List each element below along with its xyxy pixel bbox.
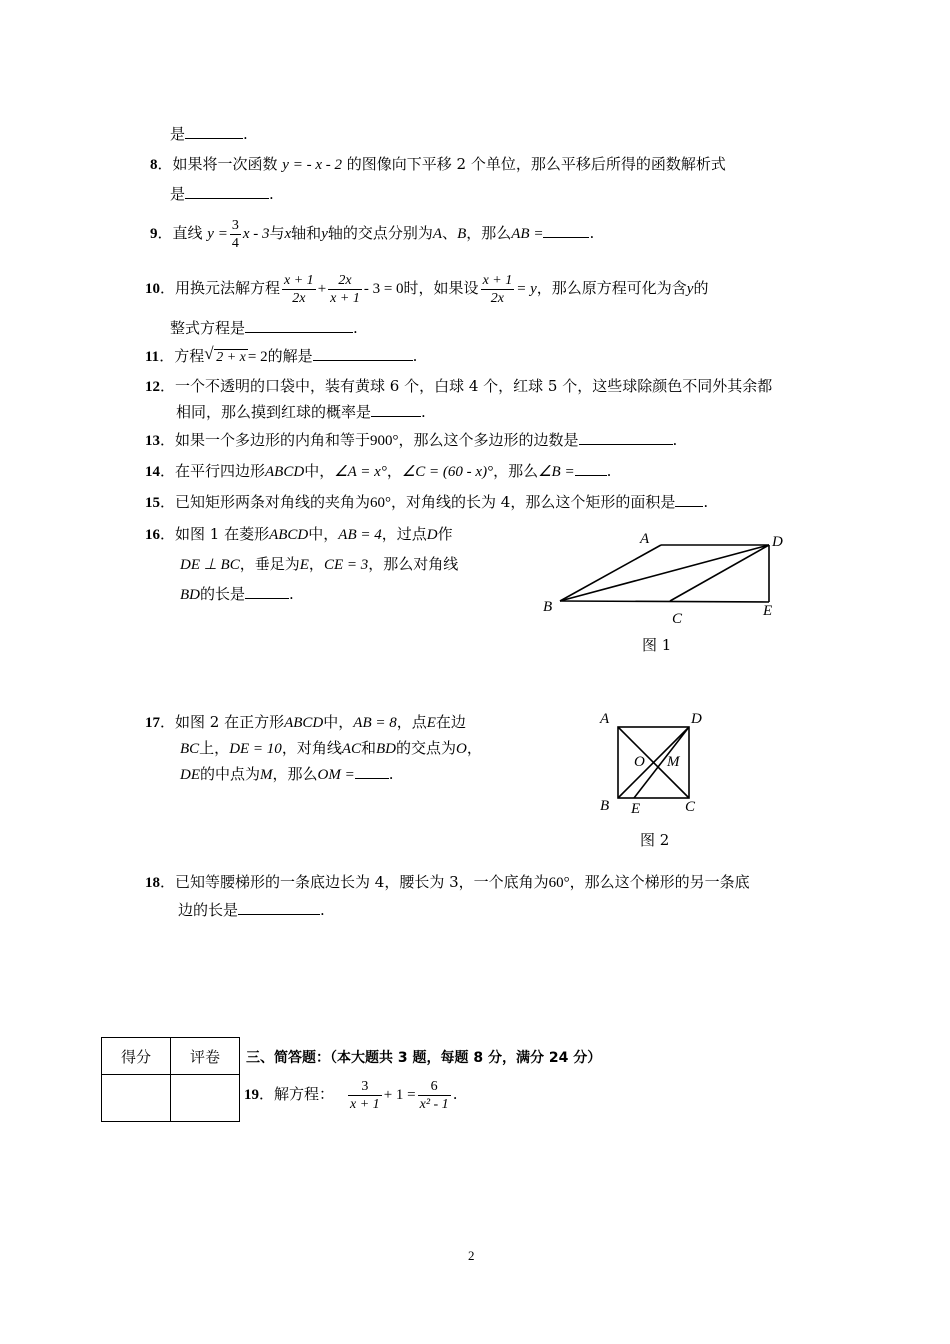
q19-end: .: [452, 1085, 458, 1103]
q19-f1-den: x + 1: [350, 1096, 380, 1112]
q9-text5: ，那么: [466, 224, 512, 242]
q15-answer-blank[interactable]: [675, 492, 703, 507]
q16-number: 16: [145, 527, 160, 543]
q8-text: ．如果将一次函数: [157, 155, 278, 173]
q13-answer-blank[interactable]: [579, 430, 673, 445]
question-8-line2: [170, 184, 274, 204]
q8-number: 8: [150, 157, 158, 173]
q16-text5: ，垂足为: [239, 555, 300, 573]
q16-d: D: [426, 527, 438, 543]
q10-f2-den: x + 1: [330, 290, 360, 306]
q10-text: ．用换元法解方程: [160, 279, 281, 297]
q16-text3: ，过点: [381, 525, 427, 543]
q7-tail: [170, 124, 248, 144]
q10-plus: +: [317, 281, 327, 297]
figure-1-rhombus: [530, 525, 800, 630]
question-17: [145, 712, 466, 733]
q17-de2: DE: [180, 767, 200, 783]
fig2-label-d: D: [691, 711, 702, 727]
q17-text8: 的交点为: [396, 739, 457, 757]
question-16-line3: [180, 584, 294, 605]
q17-text4: 在边: [435, 713, 466, 731]
fig2-label-b: B: [600, 798, 610, 814]
q16-end: .: [289, 585, 294, 603]
fig1-label-b: B: [543, 599, 553, 615]
fig1-edge-ab: [560, 545, 661, 601]
q16-e: E: [299, 557, 309, 573]
q13-text2: ，那么这个多边形的边数是: [398, 431, 579, 449]
score-header: 得分: [102, 1038, 171, 1075]
q14-text: ．在平行四边形: [160, 462, 266, 480]
q9-answer-blank[interactable]: [543, 223, 589, 238]
sqrt-symbol-icon: √: [204, 344, 214, 363]
q18-line1: ．已知等腰梯形的一条底边长为 4，腰长为 3，一个底角为: [160, 873, 549, 891]
q9-sep: 、: [442, 224, 458, 242]
grader-cell[interactable]: [171, 1075, 240, 1122]
q17-text11: ，那么: [272, 765, 318, 783]
q14-angle-c: ∠C = (60 - x)°: [401, 464, 494, 480]
q18-degree: 60°: [548, 875, 570, 891]
q10-text3: ，那么原方程可化为含: [536, 279, 687, 297]
q19-f1-num: 3: [348, 1078, 382, 1096]
q14-angle-b: ∠B =: [538, 464, 575, 480]
q15-text2: ，对角线的长为 4，那么这个矩形的面积是: [391, 493, 676, 511]
q11-sqrt: [204, 344, 248, 368]
q16-text2: 中，: [308, 525, 339, 543]
q10-number: 10: [145, 281, 160, 297]
q10-text4: 的: [693, 279, 709, 297]
q9-end: .: [589, 224, 595, 242]
q16-text8: 的长是: [200, 585, 246, 603]
question-15: [145, 492, 708, 513]
q7-answer-blank[interactable]: [185, 124, 243, 139]
q18-line2: 边的长是: [178, 901, 239, 919]
q17-text: ．如图 2 在正方形: [160, 713, 285, 731]
q11-answer-blank[interactable]: [313, 346, 413, 361]
question-16: [145, 524, 453, 545]
q18-number: 18: [145, 875, 160, 891]
q17-text9: ，: [466, 739, 482, 757]
fig1-edge-dc: [670, 545, 769, 601]
q17-text3: ，点: [396, 713, 427, 731]
q10-fraction-1: [282, 272, 316, 307]
q10-f1-num: x + 1: [284, 272, 314, 288]
q16-text: ．如图 1 在菱形: [160, 525, 270, 543]
q16-ab: AB = 4: [338, 527, 382, 543]
q17-ab: AB = 8: [353, 715, 397, 731]
q14-sep: ，: [386, 462, 402, 480]
question-10: [145, 268, 708, 309]
q17-bd: BD: [376, 741, 397, 757]
fig2-label-c: C: [685, 799, 696, 815]
q9-frac-den: 4: [231, 235, 239, 251]
figure-1-caption: 图 1: [642, 636, 672, 654]
q16-ce: CE = 3: [323, 557, 369, 573]
question-8: [150, 154, 726, 175]
question-11: [145, 346, 417, 368]
q18-answer-blank[interactable]: [238, 900, 320, 915]
q16-text6: ，: [308, 555, 324, 573]
q9-x-axis: x: [284, 226, 292, 242]
question-16-line2: [180, 554, 458, 575]
q9-text3: 轴和: [291, 224, 322, 242]
q12-end: .: [421, 403, 426, 421]
q12-line2: 相同，那么摸到红球的概率是: [176, 403, 372, 421]
q9-frac-num: 3: [231, 217, 239, 233]
q9-rest: x - 3: [242, 226, 270, 242]
q10-fraction-2: [328, 272, 362, 307]
q11-end: .: [412, 347, 418, 365]
score-table: [101, 1037, 240, 1122]
q7-end: .: [243, 125, 248, 143]
q11-text2: 的解是: [267, 347, 313, 365]
figure-2-caption: 图 2: [640, 831, 670, 849]
question-9: [150, 214, 594, 253]
fig2-label-e: E: [631, 801, 641, 817]
q13-degree: 900°: [370, 433, 399, 449]
fig1-label-d: D: [772, 534, 783, 550]
q11-text: ．方程: [159, 347, 205, 365]
q10-f2-num: 2x: [328, 272, 362, 290]
q19-fraction-1: [348, 1078, 382, 1113]
q8-line2-text: 是: [170, 185, 186, 203]
q17-m: M: [260, 767, 273, 783]
page-number: 2: [468, 1248, 475, 1263]
q10-rest: - 3 = 0: [363, 281, 404, 297]
q10-eq-y: = y: [516, 281, 537, 297]
q12-number: 12: [145, 379, 160, 395]
q19-f2-num: 6: [418, 1078, 451, 1096]
q17-text7: 和: [361, 739, 377, 757]
q17-ac: AC: [341, 741, 361, 757]
q17-number: 17: [145, 715, 160, 731]
q17-text5: 上，: [199, 739, 230, 757]
q9-text4: 轴的交点分别为: [327, 224, 433, 242]
q14-number: 14: [145, 464, 160, 480]
q11-eq: = 2: [247, 349, 268, 365]
q15-text: ．已知矩形两条对角线的夹角为: [160, 493, 371, 511]
fig2-label-m: M: [667, 754, 680, 770]
fig1-diagonal-bd: [560, 545, 769, 601]
q19-f2-den: x² - 1: [419, 1096, 449, 1112]
question-12: [145, 376, 772, 397]
fig1-label-e: E: [763, 603, 773, 619]
question-13: [145, 430, 677, 451]
q9-text: ．直线: [157, 224, 203, 242]
q18-end: .: [320, 901, 325, 919]
q16-bd: BD: [180, 587, 200, 603]
q16-de: DE ⊥ BC: [180, 557, 240, 573]
question-12-line2: [176, 402, 426, 422]
q12-line1: ．一个不透明的口袋中，装有黄球 6 个，白球 4 个，红球 5 个，这些球除颜色不同外其余都: [160, 377, 773, 395]
q13-number: 13: [145, 433, 160, 449]
q15-end: .: [703, 493, 709, 511]
q18-line1b: ，那么这个梯形的另一条底: [569, 873, 750, 891]
q13-end: .: [672, 431, 678, 449]
q17-o: O: [456, 741, 467, 757]
q11-radicand: 2 + x: [216, 350, 246, 365]
question-19: [244, 1072, 457, 1117]
q9-y: y =: [207, 226, 228, 242]
q19-number: 19: [244, 1087, 259, 1103]
q15-degree: 60°: [370, 495, 392, 511]
q17-de: DE = 10: [229, 741, 282, 757]
q16-text7: ，那么对角线: [368, 555, 459, 573]
fig2-label-a: A: [600, 711, 610, 727]
q9-text2: 与: [269, 224, 285, 242]
question-18-line2: [178, 900, 325, 920]
fig2-label-o: O: [634, 754, 645, 770]
q10-fraction-3: [481, 272, 515, 307]
q15-number: 15: [145, 495, 160, 511]
q16-text4: 作: [437, 525, 453, 543]
q14-answer-blank[interactable]: [575, 461, 607, 476]
figure-2-square: [590, 705, 715, 820]
q17-bc: BC: [180, 741, 200, 757]
section-3-title: 三、简答题：（本大题共 3 题，每题 8 分，满分 24 分）: [246, 1050, 602, 1066]
q10-y-var: y: [686, 281, 694, 297]
q10-f3-num: x + 1: [482, 272, 513, 288]
q9-number: 9: [150, 226, 158, 242]
q9-ab: AB =: [511, 226, 544, 242]
q17-text6: ，对角线: [281, 739, 342, 757]
q16-abcd: ABCD: [269, 527, 309, 543]
q17-e: E: [426, 715, 436, 731]
q8-end: .: [269, 185, 274, 203]
q10-end: .: [353, 319, 358, 337]
q7-tail-text: 是: [170, 125, 186, 143]
q10-f1-den: 2x: [292, 290, 306, 306]
q9-point-a: A: [432, 226, 443, 242]
q11-number: 11: [145, 349, 160, 365]
q14-text2: 中，: [304, 462, 335, 480]
question-10-line2: [170, 318, 358, 338]
q12-answer-blank[interactable]: [371, 402, 421, 417]
q13-text: ．如果一个多边形的内角和等于: [160, 431, 371, 449]
score-cell[interactable]: [102, 1075, 171, 1122]
fig1-label-c: C: [672, 611, 683, 627]
q17-end: .: [388, 765, 394, 783]
q17-answer-blank[interactable]: [355, 764, 389, 779]
fig1-label-a: A: [640, 531, 650, 547]
q17-om: OM =: [317, 767, 355, 783]
q19-plus-one: + 1 =: [383, 1087, 416, 1103]
q17-text2: 中，: [323, 713, 354, 731]
q16-answer-blank[interactable]: [245, 584, 289, 599]
q17-abcd: ABCD: [284, 715, 324, 731]
question-17-line3: [180, 764, 394, 785]
q9-y-axis: y: [321, 226, 328, 242]
q14-end: .: [606, 462, 612, 480]
q8-answer-blank[interactable]: [185, 184, 269, 199]
fig1-line-be: [560, 601, 769, 602]
q14-abcd: ABCD: [265, 464, 305, 480]
q8-function: y = - x - 2: [282, 157, 342, 173]
q9-point-b: B: [457, 226, 467, 242]
question-14: [145, 461, 611, 482]
q10-line2-text: 整式方程是: [170, 319, 246, 337]
q10-answer-blank[interactable]: [245, 318, 353, 333]
q9-fraction: [230, 217, 241, 252]
q8-text2: 的图像向下平移 2 个单位，那么平移后所得的函数解析式: [346, 155, 726, 173]
q19-fraction-2: [418, 1078, 451, 1113]
q17-text10: 的中点为: [200, 765, 261, 783]
grader-header: 评卷: [171, 1038, 240, 1075]
q10-text2: 时，如果设: [403, 279, 479, 297]
q10-f3-den: 2x: [490, 290, 504, 306]
question-18: [145, 872, 750, 893]
question-17-line2: [180, 738, 482, 759]
q14-text3: ，那么: [493, 462, 539, 480]
q14-angle-a: ∠A = x°: [334, 464, 387, 480]
q19-text: ．解方程：: [259, 1085, 335, 1103]
